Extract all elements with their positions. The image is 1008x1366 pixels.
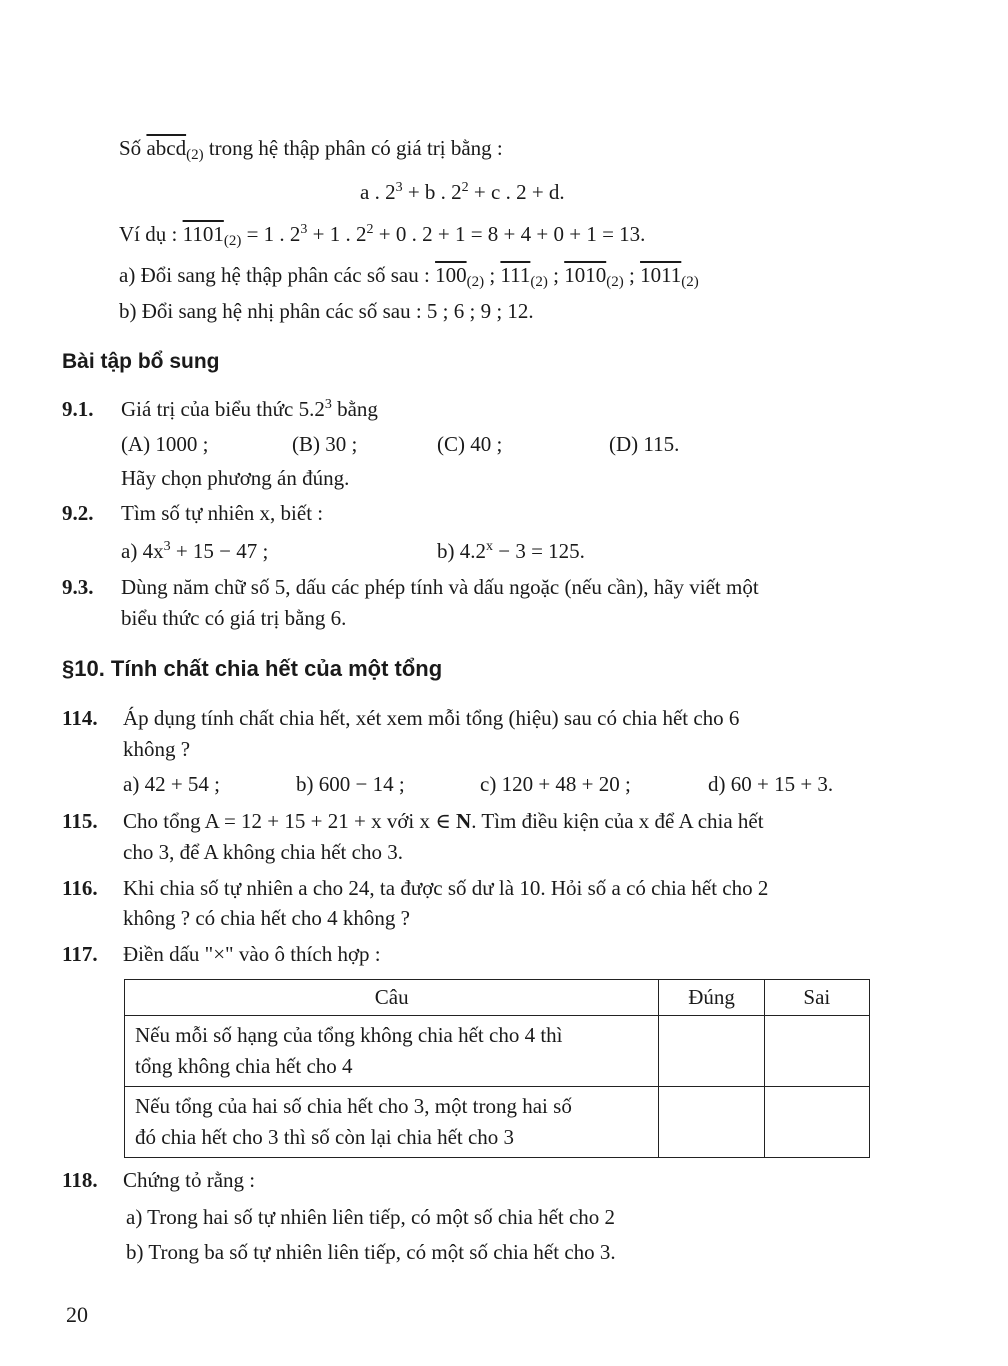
section-10-heading: §10. Tính chất chia hết của một tổng (62, 656, 443, 681)
false-checkbox-cell[interactable] (764, 1016, 869, 1087)
text: + 15 − 47 ; (170, 539, 269, 563)
separator: ; (484, 263, 501, 287)
problem-9-1-question (121, 397, 378, 422)
text: = 1 . 2 (241, 222, 301, 246)
header-true: Đúng (659, 980, 764, 1016)
option-d: (D) 115. (609, 432, 680, 456)
problem-number: 114. (62, 706, 98, 730)
problem-115-line-2: cho 3, để A không chia hết cho 3. (123, 840, 403, 864)
exponent: 3 (300, 222, 308, 237)
binary-number: 1011 (640, 263, 682, 287)
intro-part-a (119, 263, 699, 291)
true-checkbox-cell[interactable] (659, 1087, 764, 1158)
text: bằng (331, 397, 378, 421)
statement-line: Nếu tổng của hai số chia hết cho 3, một trong hai số (135, 1094, 572, 1118)
false-checkbox-cell[interactable] (764, 1087, 869, 1158)
text: . Tìm điều kiện của x để A chia hết (471, 809, 764, 833)
problem-number: 117. (62, 942, 98, 966)
binary-number: abcd (146, 136, 187, 160)
table-row (125, 1016, 870, 1087)
exponent: x (486, 539, 493, 554)
problem-117-question: Điền dấu "×" vào ô thích hợp : (123, 942, 381, 966)
true-checkbox-cell[interactable] (659, 1016, 764, 1087)
base-subscript: (2) (681, 274, 699, 290)
problem-number: 118. (62, 1168, 98, 1192)
problem-114-part-d: d) 60 + 15 + 3. (708, 772, 834, 796)
problem-9-2-part-b (437, 539, 585, 564)
statement-line: đó chia hết cho 3 thì số còn lại chia hết cho 3 (135, 1125, 515, 1149)
text: + 0 . 2 + 1 = 8 + 4 + 0 + 1 = 13. (373, 222, 646, 246)
statement-cell (125, 1016, 659, 1087)
problem-number: 9.2. (62, 501, 94, 525)
text: + b . 2 (402, 180, 462, 204)
statement-cell (125, 1087, 659, 1158)
problem-number: 115. (62, 809, 98, 833)
text: b) 4.2 (437, 539, 486, 563)
intro-line-1 (119, 136, 503, 164)
problem-114-part-c: c) 120 + 48 + 20 ; (480, 772, 631, 796)
exponent: 2 (461, 180, 469, 195)
intro-formula (360, 180, 565, 205)
statement-line: Nếu mỗi số hạng của tổng không chia hết cho 4 thì (135, 1023, 563, 1047)
problem-116-line-1: Khi chia số tự nhiên a cho 24, ta được số dư là 10. Hỏi số a có chia hết cho 2 (123, 876, 769, 900)
supplement-heading: Bài tập bổ sung (62, 350, 220, 373)
text: a . 2 (360, 180, 396, 204)
exponent: 3 (395, 180, 403, 195)
separator: ; (547, 263, 565, 287)
exponent: 3 (324, 397, 332, 412)
problem-118-part-a: a) Trong hai số tự nhiên liên tiếp, có một số chia hết cho 2 (126, 1205, 616, 1229)
problem-115-line-1 (123, 809, 764, 834)
problem-9-3-line-1: Dùng năm chữ số 5, dấu các phép tính và dấu ngoặc (nếu cần), hãy viết một (121, 575, 759, 599)
base-subscript: (2) (186, 147, 204, 163)
table-row (125, 1087, 870, 1158)
binary-number: 100 (435, 263, 467, 287)
base-subscript: (2) (606, 274, 624, 290)
text: − 3 = 125. (493, 539, 585, 563)
header-statement: Câu (125, 980, 659, 1016)
header-false: Sai (764, 980, 869, 1016)
problem-116-line-2: không ? có chia hết cho 4 không ? (123, 906, 410, 930)
natural-numbers-symbol: N (456, 809, 472, 833)
option-b: (B) 30 ; (292, 432, 358, 456)
option-a: (A) 1000 ; (121, 432, 209, 456)
text: Cho tổng A = 12 + 15 + 21 + x với x ∈ (123, 809, 457, 833)
page-number: 20 (66, 1302, 88, 1327)
true-false-table (124, 979, 870, 1158)
problem-118-question: Chứng tỏ rằng : (123, 1168, 256, 1192)
text: Giá trị của biểu thức 5.2 (121, 397, 325, 421)
text: a) 4x (121, 539, 164, 563)
exponent: 2 (366, 222, 374, 237)
intro-part-b: b) Đổi sang hệ nhị phân các số sau : 5 ; 6 ; 9 ; 12. (119, 299, 534, 323)
problem-9-1-note: Hãy chọn phương án đúng. (121, 466, 350, 490)
problem-number: 9.3. (62, 575, 94, 599)
binary-number: 1010 (564, 263, 607, 287)
problem-number: 9.1. (62, 397, 94, 421)
problem-9-3-line-2: biểu thức có giá trị bằng 6. (121, 606, 347, 630)
base-subscript: (2) (466, 274, 485, 290)
table-header-row (125, 980, 870, 1016)
binary-number: 111 (500, 263, 531, 287)
text: trong hệ thập phân có giá trị bằng : (203, 136, 503, 160)
separator: ; (623, 263, 641, 287)
problem-114-part-b: b) 600 − 14 ; (296, 772, 405, 796)
base-subscript: (2) (530, 274, 548, 290)
statement-line: tổng không chia hết cho 4 (135, 1054, 353, 1078)
problem-number: 116. (62, 876, 98, 900)
text: + c . 2 + d. (468, 180, 565, 204)
text: + 1 . 2 (307, 222, 367, 246)
problem-114-line-2: không ? (123, 737, 191, 761)
problem-9-2-part-a (121, 539, 268, 564)
base-subscript: (2) (223, 233, 242, 249)
problem-9-2-question: Tìm số tự nhiên x, biết : (121, 501, 324, 525)
binary-number: 1101 (182, 222, 224, 246)
intro-example (119, 222, 645, 250)
text: Số (119, 136, 147, 160)
problem-118-part-b: b) Trong ba số tự nhiên liên tiếp, có một số chia hết cho 3. (126, 1240, 616, 1264)
problem-114-line-1: Áp dụng tính chất chia hết, xét xem mỗi tổng (hiệu) sau có chia hết cho 6 (123, 706, 740, 730)
text: a) Đổi sang hệ thập phân các số sau : (119, 263, 436, 287)
option-c: (C) 40 ; (437, 432, 503, 456)
exponent: 3 (163, 539, 171, 554)
problem-114-part-a: a) 42 + 54 ; (123, 772, 220, 796)
text: Ví dụ : (119, 222, 183, 246)
